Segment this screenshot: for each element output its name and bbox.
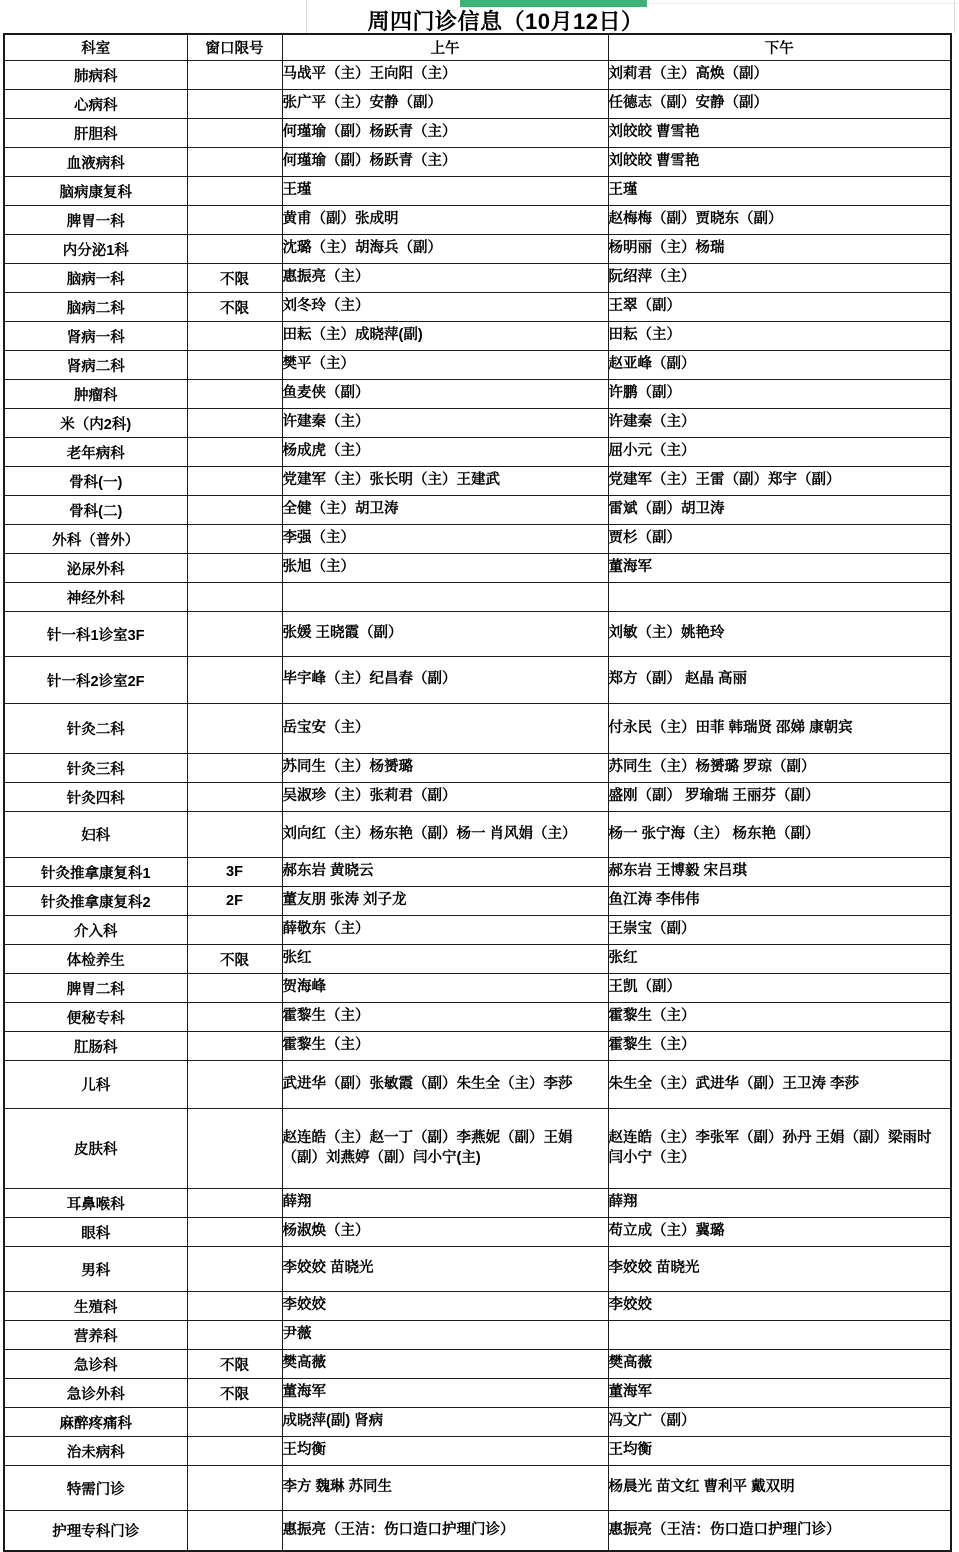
morning-cell: 薛敬东（主）: [282, 916, 608, 945]
afternoon-cell: 霍黎生（主）: [608, 1032, 951, 1061]
morning-cell: 王瑾: [282, 177, 608, 206]
afternoon-cell: 惠振亮（王洁：伤口造口护理门诊）: [608, 1511, 951, 1551]
department-cell: 骨科(一): [4, 467, 187, 496]
morning-cell: 成晓萍(副) 肾病: [282, 1408, 608, 1437]
morning-cell: 张红: [282, 945, 608, 974]
morning-cell: 鱼麦侠（副）: [282, 380, 608, 409]
gridline-artifact: [954, 0, 955, 33]
table-row: [4, 264, 951, 293]
department-cell: 眼科: [4, 1218, 187, 1247]
department-cell: 心病科: [4, 90, 187, 119]
afternoon-cell: 董海军: [608, 1379, 951, 1408]
department-cell: 肝胆科: [4, 119, 187, 148]
department-cell: 耳鼻喉科: [4, 1189, 187, 1218]
window-limit-cell: [187, 525, 282, 554]
morning-cell: 杨淑焕（主）: [282, 1218, 608, 1247]
table-row: [4, 1437, 951, 1466]
afternoon-cell: 许鹏（副）: [608, 380, 951, 409]
window-limit-cell: 不限: [187, 1379, 282, 1408]
morning-cell: 吴淑珍（主）张莉君（副）: [282, 783, 608, 812]
afternoon-cell: 王翠（副）: [608, 293, 951, 322]
table-row: [4, 916, 951, 945]
afternoon-cell: 冯文广（副）: [608, 1408, 951, 1437]
morning-cell: 张媛 王晓霞（副）: [282, 612, 608, 657]
morning-cell: 樊平（主）: [282, 351, 608, 380]
window-limit-cell: [187, 119, 282, 148]
morning-cell: 毕宇峰（主）纪昌春（副）: [282, 657, 608, 704]
window-limit-cell: [187, 438, 282, 467]
window-limit-cell: [187, 1511, 282, 1551]
table-row: [4, 1109, 951, 1189]
window-limit-cell: [187, 704, 282, 754]
morning-cell: 李姣姣: [282, 1292, 608, 1321]
afternoon-cell: 杨明丽（主）杨瑞: [608, 235, 951, 264]
afternoon-cell: 王瑾: [608, 177, 951, 206]
morning-cell: 霍黎生（主）: [282, 1032, 608, 1061]
morning-cell: 薛翔: [282, 1189, 608, 1218]
window-limit-cell: [187, 206, 282, 235]
afternoon-cell: 刘敏（主）姚艳玲: [608, 612, 951, 657]
afternoon-cell: 许建秦（主）: [608, 409, 951, 438]
table-row: [4, 525, 951, 554]
afternoon-cell: 屈小元（主）: [608, 438, 951, 467]
afternoon-cell: 赵梅梅（副）贾晓东（副）: [608, 206, 951, 235]
department-cell: 营养科: [4, 1321, 187, 1350]
window-limit-cell: [187, 496, 282, 525]
department-cell: 儿科: [4, 1061, 187, 1109]
afternoon-cell: 阮绍萍（主）: [608, 264, 951, 293]
department-cell: 妇科: [4, 812, 187, 858]
afternoon-cell: 郑方（副） 赵晶 高丽: [608, 657, 951, 704]
window-limit-cell: 不限: [187, 1350, 282, 1379]
window-limit-cell: 不限: [187, 264, 282, 293]
window-limit-cell: [187, 974, 282, 1003]
afternoon-cell: 盛刚（副） 罗瑜瑞 王丽芬（副）: [608, 783, 951, 812]
window-limit-cell: [187, 409, 282, 438]
table-row: [4, 1511, 951, 1551]
department-cell: 脾胃二科: [4, 974, 187, 1003]
schedule-table: [3, 33, 952, 1552]
morning-cell: 黄甫（副）张成明: [282, 206, 608, 235]
table-row: [4, 887, 951, 916]
window-limit-cell: [187, 177, 282, 206]
window-limit-cell: [187, 754, 282, 783]
table-row: [4, 1466, 951, 1511]
department-cell: 泌尿外科: [4, 554, 187, 583]
afternoon-cell: [608, 583, 951, 612]
morning-cell: 岳宝安（主）: [282, 704, 608, 754]
afternoon-cell: 党建军（主）王雷（副）郑宇（副）: [608, 467, 951, 496]
afternoon-cell: 贾杉（副）: [608, 525, 951, 554]
afternoon-cell: 王凯（副）: [608, 974, 951, 1003]
morning-cell: 尹薇: [282, 1321, 608, 1350]
window-limit-cell: 2F: [187, 887, 282, 916]
table-row: [4, 1189, 951, 1218]
afternoon-cell: 刘皎皎 曹雪艳: [608, 148, 951, 177]
table-row: [4, 1408, 951, 1437]
table-row: [4, 1379, 951, 1408]
table-row: [4, 409, 951, 438]
afternoon-cell: 李姣姣: [608, 1292, 951, 1321]
morning-cell: 何瑾瑜（副）杨跃青（主）: [282, 119, 608, 148]
department-cell: 针一科1诊室3F: [4, 612, 187, 657]
window-limit-cell: [187, 90, 282, 119]
morning-cell: 李姣姣 苗晓光: [282, 1247, 608, 1292]
table-row: [4, 1321, 951, 1350]
afternoon-cell: 田耘（主）: [608, 322, 951, 351]
morning-cell: 何瑾瑜（副）杨跃青（主）: [282, 148, 608, 177]
department-cell: 体检养生: [4, 945, 187, 974]
afternoon-cell: 任德志（副）安静（副）: [608, 90, 951, 119]
table-row: [4, 1350, 951, 1379]
table-row: [4, 206, 951, 235]
morning-cell: 党建军（主）张长明（主）王建武: [282, 467, 608, 496]
afternoon-cell: 付永民（主）田菲 韩瑞贤 邵娣 康朝宾: [608, 704, 951, 754]
window-limit-cell: [187, 322, 282, 351]
morning-cell: 张旭（主）: [282, 554, 608, 583]
window-limit-cell: 不限: [187, 293, 282, 322]
table-row: [4, 235, 951, 264]
morning-cell: 李方 魏琳 苏同生: [282, 1466, 608, 1511]
department-cell: 骨科(二): [4, 496, 187, 525]
afternoon-cell: 鱼江涛 李伟伟: [608, 887, 951, 916]
table-row: [4, 322, 951, 351]
window-limit-cell: [187, 1321, 282, 1350]
table-row: [4, 612, 951, 657]
department-cell: 肺病科: [4, 61, 187, 90]
table-row: [4, 438, 951, 467]
department-cell: 护理专科门诊: [4, 1511, 187, 1551]
table-row: [4, 496, 951, 525]
window-limit-cell: [187, 1061, 282, 1109]
table-row: [4, 467, 951, 496]
morning-cell: 樊高薇: [282, 1350, 608, 1379]
morning-cell: 张广平（主）安静（副）: [282, 90, 608, 119]
table-row: [4, 783, 951, 812]
window-limit-cell: [187, 1292, 282, 1321]
afternoon-cell: 杨晨光 苗文红 曹利平 戴双明: [608, 1466, 951, 1511]
window-limit-cell: [187, 1003, 282, 1032]
department-cell: 外科（普外）: [4, 525, 187, 554]
table-row: [4, 754, 951, 783]
afternoon-cell: 王均衡: [608, 1437, 951, 1466]
window-limit-cell: [187, 1247, 282, 1292]
table-row: [4, 974, 951, 1003]
afternoon-cell: 朱生全（主）武进华（副）王卫涛 李莎: [608, 1061, 951, 1109]
table-row: [4, 1292, 951, 1321]
morning-cell: 李强（主）: [282, 525, 608, 554]
window-limit-cell: [187, 1189, 282, 1218]
table-row: [4, 1003, 951, 1032]
department-cell: 米（内2科): [4, 409, 187, 438]
morning-cell: 杨成虎（主）: [282, 438, 608, 467]
page-title: 周四门诊信息（10月12日）: [367, 9, 644, 34]
department-cell: 针灸三科: [4, 754, 187, 783]
morning-cell: 贺海峰: [282, 974, 608, 1003]
table-row: [4, 554, 951, 583]
window-limit-cell: [187, 1218, 282, 1247]
table-row: [4, 657, 951, 704]
morning-cell: 刘冬玲（主）: [282, 293, 608, 322]
afternoon-cell: 郝东岩 王博毅 宋吕琪: [608, 858, 951, 887]
table-row: [4, 177, 951, 206]
afternoon-cell: 张红: [608, 945, 951, 974]
window-limit-cell: [187, 1437, 282, 1466]
window-limit-cell: [187, 554, 282, 583]
department-cell: 介入科: [4, 916, 187, 945]
morning-cell: 全健（主）胡卫涛: [282, 496, 608, 525]
department-cell: 针灸二科: [4, 704, 187, 754]
morning-cell: 王均衡: [282, 1437, 608, 1466]
afternoon-cell: 刘莉君（主）高焕（副）: [608, 61, 951, 90]
department-cell: 皮肤科: [4, 1109, 187, 1189]
morning-cell: 董友朋 张涛 刘子龙: [282, 887, 608, 916]
morning-cell: 刘向红（主）杨东艳（副）杨一 肖风娟（主）: [282, 812, 608, 858]
afternoon-cell: [608, 1321, 951, 1350]
department-cell: 神经外科: [4, 583, 187, 612]
department-cell: 急诊外科: [4, 1379, 187, 1408]
department-cell: 脾胃一科: [4, 206, 187, 235]
table-row: [4, 945, 951, 974]
afternoon-cell: 樊高薇: [608, 1350, 951, 1379]
table-row: [4, 148, 951, 177]
department-cell: 血液病科: [4, 148, 187, 177]
department-cell: 脑病一科: [4, 264, 187, 293]
afternoon-cell: 苟立成（主）冀璐: [608, 1218, 951, 1247]
window-limit-cell: [187, 1032, 282, 1061]
department-cell: 肛肠科: [4, 1032, 187, 1061]
table-row: [4, 119, 951, 148]
afternoon-cell: 苏同生（主）杨赟璐 罗琼（副）: [608, 754, 951, 783]
department-cell: 脑病康复科: [4, 177, 187, 206]
window-limit-cell: [187, 380, 282, 409]
window-limit-cell: [187, 148, 282, 177]
afternoon-cell: 雷斌（副）胡卫涛: [608, 496, 951, 525]
window-limit-cell: [187, 235, 282, 264]
morning-cell: 许建秦（主）: [282, 409, 608, 438]
afternoon-cell: 赵连皓（主）李张军（副）孙丹 王娟（副）梁雨时 闫小宁（主）: [608, 1109, 951, 1189]
window-limit-cell: [187, 916, 282, 945]
morning-cell: 苏同生（主）杨赟璐: [282, 754, 608, 783]
header-cell-department: 科室: [4, 34, 187, 61]
table-row: [4, 1247, 951, 1292]
window-limit-cell: [187, 1408, 282, 1437]
department-cell: 肿瘤科: [4, 380, 187, 409]
afternoon-cell: 李姣姣 苗晓光: [608, 1247, 951, 1292]
department-cell: 便秘专科: [4, 1003, 187, 1032]
gridline-artifact: [647, 3, 959, 4]
department-cell: 老年病科: [4, 438, 187, 467]
afternoon-cell: 杨一 张宁海（主） 杨东艳（副）: [608, 812, 951, 858]
window-limit-cell: [187, 61, 282, 90]
afternoon-cell: 霍黎生（主）: [608, 1003, 951, 1032]
department-cell: 急诊科: [4, 1350, 187, 1379]
window-limit-cell: [187, 612, 282, 657]
morning-cell: 董海军: [282, 1379, 608, 1408]
morning-cell: 惠振亮（王洁：伤口造口护理门诊）: [282, 1511, 608, 1551]
afternoon-cell: 王崇宝（副）: [608, 916, 951, 945]
morning-cell: 赵连皓（主）赵一丁（副）李燕妮（副）王娟（副）刘燕婷（副）闫小宁(主): [282, 1109, 608, 1189]
department-cell: 针灸推拿康复科2: [4, 887, 187, 916]
window-limit-cell: [187, 657, 282, 704]
afternoon-cell: 董海军: [608, 554, 951, 583]
department-cell: 男科: [4, 1247, 187, 1292]
table-row: [4, 293, 951, 322]
table-row: [4, 1032, 951, 1061]
morning-cell: 霍黎生（主）: [282, 1003, 608, 1032]
morning-cell: 惠振亮（主）: [282, 264, 608, 293]
morning-cell: 马战平（主）王向阳（主）: [282, 61, 608, 90]
table-row: [4, 61, 951, 90]
table-header-row: [4, 34, 951, 61]
window-limit-cell: [187, 583, 282, 612]
department-cell: 肾病一科: [4, 322, 187, 351]
window-limit-cell: [187, 467, 282, 496]
department-cell: 针一科2诊室2F: [4, 657, 187, 704]
header-cell-afternoon: 下午: [608, 34, 951, 61]
window-limit-cell: [187, 783, 282, 812]
department-cell: 脑病二科: [4, 293, 187, 322]
department-cell: 针灸四科: [4, 783, 187, 812]
table-row: [4, 812, 951, 858]
table-row: [4, 704, 951, 754]
table-row: [4, 90, 951, 119]
morning-cell: 武进华（副）张敏霞（副）朱生全（主）李莎: [282, 1061, 608, 1109]
window-limit-cell: [187, 812, 282, 858]
table-row: [4, 583, 951, 612]
department-cell: 生殖科: [4, 1292, 187, 1321]
afternoon-cell: 薛翔: [608, 1189, 951, 1218]
header-cell-morning: 上午: [282, 34, 608, 61]
table-row: [4, 858, 951, 887]
afternoon-cell: 刘皎皎 曹雪艳: [608, 119, 951, 148]
window-limit-cell: [187, 1466, 282, 1511]
department-cell: 肾病二科: [4, 351, 187, 380]
department-cell: 特需门诊: [4, 1466, 187, 1511]
table-row: [4, 1218, 951, 1247]
department-cell: 内分泌1科: [4, 235, 187, 264]
department-cell: 麻醉疼痛科: [4, 1408, 187, 1437]
window-limit-cell: 不限: [187, 945, 282, 974]
morning-cell: 田耘（主）成晓萍(副): [282, 322, 608, 351]
morning-cell: [282, 583, 608, 612]
table-row: [4, 1061, 951, 1109]
morning-cell: 沈璐（主）胡海兵（副）: [282, 235, 608, 264]
table-row: [4, 380, 951, 409]
header-cell-window-limit: 窗口限号: [187, 34, 282, 61]
window-limit-cell: [187, 351, 282, 380]
afternoon-cell: 赵亚峰（副）: [608, 351, 951, 380]
department-cell: 治未病科: [4, 1437, 187, 1466]
department-cell: 针灸推拿康复科1: [4, 858, 187, 887]
table-row: [4, 351, 951, 380]
window-limit-cell: [187, 1109, 282, 1189]
window-limit-cell: 3F: [187, 858, 282, 887]
morning-cell: 郝东岩 黄晓云: [282, 858, 608, 887]
